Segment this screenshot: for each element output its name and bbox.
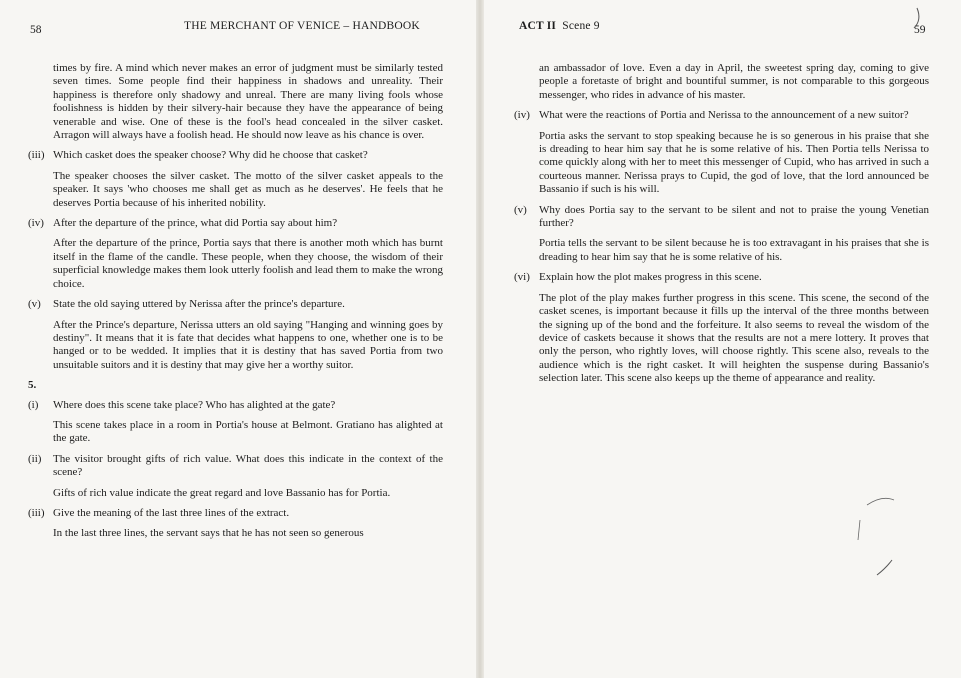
question <box>28 507 443 520</box>
question <box>28 453 443 480</box>
answer-paragraph: Gifts of rich value indicate the great regard and love Bassanio has for Portia. <box>53 486 391 499</box>
question-number: (ii) <box>28 452 42 465</box>
running-head: THE MERCHANT OF VENICE – HANDBOOK <box>184 20 420 32</box>
page-number: 58 <box>30 24 42 36</box>
question-number: (i) <box>28 398 39 411</box>
question-number: (vi) <box>514 271 530 284</box>
question <box>514 204 929 231</box>
question-text: The visitor brought gifts of rich value. What does this indicate in the context of the scene? <box>53 452 443 479</box>
answer-paragraph: The speaker chooses the silver casket. The motto of the silver casket appeals to the speaker. It says 'who chooses me shall get as much as he deserves'. He feels that he deserves Portia because of his inherited nobility. <box>53 169 443 209</box>
question-text: What were the reactions of Portia and Nerissa to the announcement of a new suitor? <box>539 109 909 122</box>
question-text: After the departure of the prince, what did Portia say about him? <box>53 217 338 230</box>
answer-paragraph: Portia asks the servant to stop speaking because he is so generous in his praise that she is dreading to hear him say that he is some relative of his. Then Portia tells Nerissa to come quickly along with her to meet this messenger of Cupid, who has arrived in such a courteous manner. Nerissa prays to Cupid, the god of love, that the lord announced be Bassanio if such is his will. <box>539 129 929 196</box>
question <box>28 217 443 230</box>
right-page <box>482 0 961 678</box>
question-number: (v) <box>514 203 527 216</box>
question-number: (iii) <box>28 149 45 162</box>
page-body <box>514 62 929 393</box>
answer-paragraph: Portia tells the servant to be silent because he is too extravagant in his praises that she is dreading to hear him say that he is some relative of his. <box>539 237 929 263</box>
question-text: Explain how the plot makes progress in this scene. <box>539 271 762 284</box>
question <box>28 298 443 311</box>
answer-paragraph: an ambassador of love. Even a day in April, the sweetest spring day, coming to give people a foretaste of bright and bountiful summer, is not comparable to this gorgeous messenger, who rides in advance of his master. <box>539 62 929 101</box>
answer-paragraph: After the Prince's departure, Nerissa utters an old saying "Hanging and winning goes by destiny". It means that it is fate that decides what happens to one, whether one is to be hanged or to be wedded. It implies that it is destiny that has saved Portia from two unsuitable suitors and it is destiny that may give her a worthy suitor. <box>53 318 443 371</box>
pencil-mark <box>867 498 894 505</box>
pencil-mark <box>877 560 892 575</box>
question-number: (v) <box>28 298 41 311</box>
question <box>28 149 443 162</box>
answer-paragraph: This scene takes place in a room in Portia's house at Belmont. Gratiano has alighted at the gate. <box>53 418 443 445</box>
question-text: Where does this scene take place? Who has alighted at the gate? <box>53 398 336 411</box>
question-text: Give the meaning of the last three lines of the extract. <box>53 506 290 519</box>
answer-paragraph: After the departure of the prince, Portia says that there is another moth which has burnt itself in the flame of the candle. These people, when they choose, the wisdom of their superficial knowledge makes them look utterly foolish and lead them to make the wrong choice. <box>53 237 443 290</box>
section-number: 5. <box>28 379 37 392</box>
question-number: (iii) <box>28 506 45 519</box>
question-text: State the old saying uttered by Nerissa after the prince's departure. <box>53 298 345 311</box>
page-number: 59 <box>914 24 926 36</box>
question <box>28 399 443 412</box>
page-body <box>28 62 443 548</box>
running-head-scene: Scene 9 <box>562 20 600 32</box>
question-text: Which casket does the speaker choose? Why did he choose that casket? <box>53 149 368 162</box>
question-text: Why does Portia say to the servant to be silent and not to praise the young Venetian further? <box>539 203 929 230</box>
left-page <box>0 0 478 678</box>
answer-paragraph: In the last three lines, the servant says that he has not seen so generous <box>53 527 364 540</box>
running-head <box>519 20 600 32</box>
pencil-mark <box>858 520 860 540</box>
answer-paragraph: times by fire. A mind which never makes an error of judgment must be similarly tested seven times. Some people find their happiness in shadows and unreality. Their happiness is therefore only shadowy and unreal. There are many living fools whose foolishness is hidden by their silvery-hair because they have the appearance of being venerable and wise. One of these is the fool's head concealed in the silver casket. Arragon will always have a foolish head. He should now leave as his chance is over. <box>53 62 443 142</box>
running-head-act: ACT II <box>519 20 557 32</box>
question <box>514 271 929 284</box>
answer-paragraph: The plot of the play makes further progress in this scene. This scene, the second of the casket scenes, is important because it fills up the interval of the three months between the signing up of the bond and the forfeiture. It also seems to reveal the wisdom of the device of caskets because it shows that the results are not a mere lottery. It proves that only the person, who rightly loves, will choose rightly. This scene also, reveals to the audience which is the right casket. It will heighten the suspense during Bassanio's selection later. This scene also keeps up the theme of appearance and reality. <box>539 291 929 385</box>
question-number: (iv) <box>28 217 44 230</box>
question-number: (iv) <box>514 109 530 122</box>
question <box>514 109 929 122</box>
